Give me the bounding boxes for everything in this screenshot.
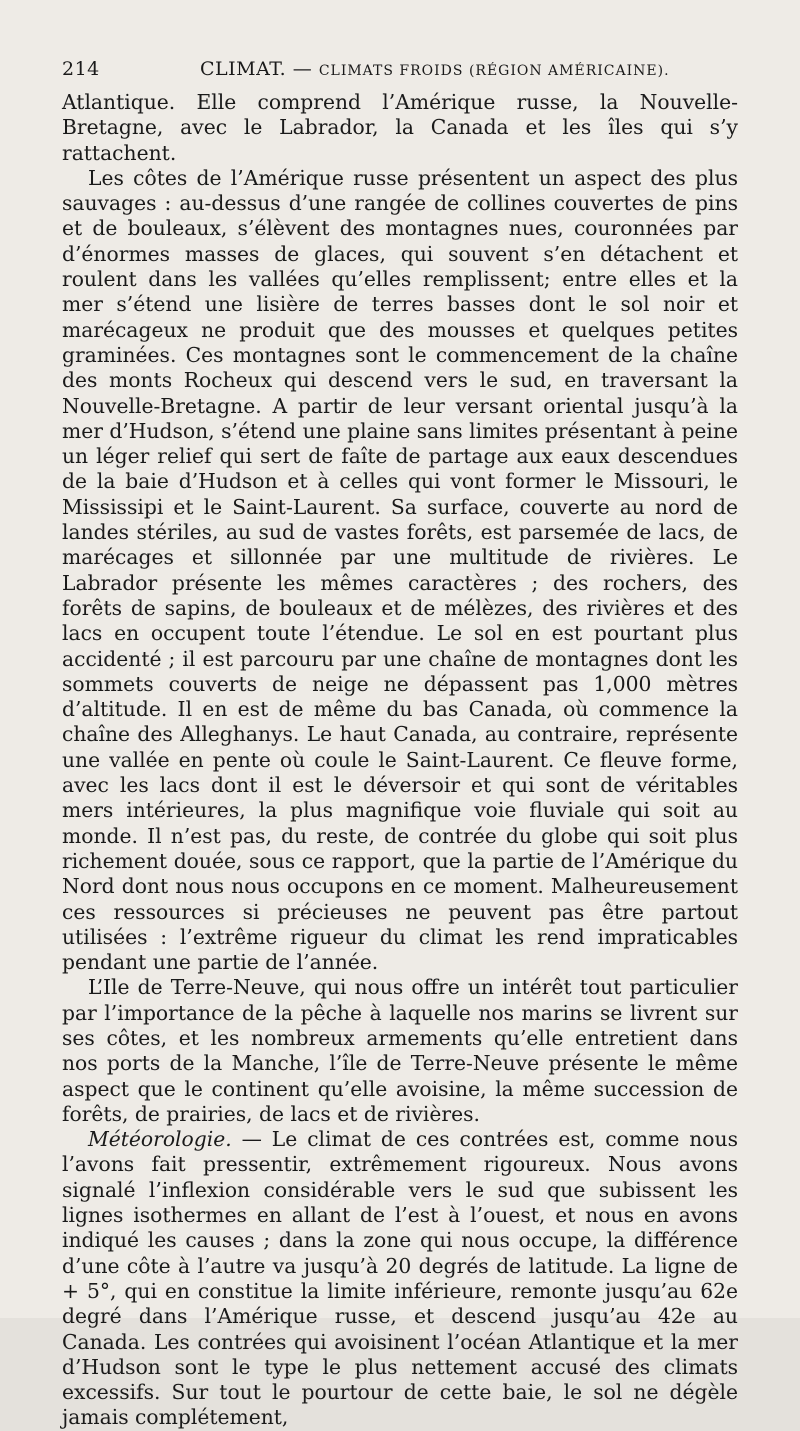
paragraph-amerique-russe: Les côtes de l’Amérique russe présentent un aspect des plus sauvages : au-dessus d’une rangée de collines couvertes de pins et de bouleaux, s’élèvent des montagnes nues, couronnées par d’énormes masses de glaces, qui souvent s’en détachent et roulent dans les vallées qu’elles remplissent; entre elles et la mer s’étend une lisière de terres basses dont le sol noir et marécageux ne produit que des mousses et quelques petites graminées. Ces montagnes sont le commencement de la chaîne des monts Rocheux qui descend vers le sud, en traversant la Nouvelle-Bretagne. A partir de leur versant oriental jusqu’à la mer d’Hudson, s’étend une plaine sans limites présentant à peine un léger relief qui sert de faîte de partage aux eaux descendues de la baie d’Hudson et à celles qui vont former le Missouri, le Mississipi et le Saint-Laurent. Sa surface, couverte au nord de landes stériles, au sud de vastes forêts, est parsemée de lacs, de marécages et sillonnée par une multitude de rivières. Le Labrador présente les mêmes caractères ; des rochers, des forêts de sapins, de bouleaux et de mélèzes, des rivières et des lacs en occupent toute l’étendue. Le sol en est pourtant plus accidenté ; il est parcouru par une chaîne de montagnes dont les sommets couverts de neige ne dépassent pas 1,000 mètres d’altitude. Il en est de même du bas Canada, où commence la chaîne des Alleghanys. Le haut Canada, au contraire, représente une vallée en pente où coule le Saint-Laurent. Ce fleuve forme, avec les lacs dont il est le déversoir et qui sont de véritables mers intérieures, la plus magnifique voie fluviale qui soit au monde. Il n’est pas, du reste, de contrée du globe qui soit plus richement douée, sous ce rapport, que la partie de l’Amérique du Nord dont nous nous occupons en ce moment. Malheureusement ces ressources si précieuses ne peuvent pas être partout utilisées : l’extrême rigueur du climat les rend impraticables pendant une partie de l’année.	[62, 165, 738, 975]
title-dash: —	[292, 58, 313, 80]
section-title-meteorologie: Météorologie.	[88, 1127, 232, 1152]
section-subtitle: CLIMATS FROIDS (RÉGION AMÉRICAINE).	[318, 63, 670, 79]
page-number: 214	[62, 58, 100, 80]
paragraph-meteorologie	[62, 1127, 738, 1431]
running-title	[200, 58, 670, 80]
meteorologie-text: — Le climat de ces contrées est, comme nous l’avons fait pressentir, extrêmement rigoureux. Nous avons signalé l’inflexion considérable vers le sud que subissent les lignes isothermes en allant de l’est à l’ouest, et nous en avons indiqué les causes ; dans la zone qui nous occupe, la différence d’une côte à l’autre va jusqu’à 20 degrés de latitude. La ligne de + 5°, qui en constitue la limite inférieure, remonte jusqu’au 62e degré dans l’Amérique russe, et descend jusqu’au 42e au Canada. Les contrées qui avoisinent l’océan Atlantique et la mer d’Hudson sont le type le plus nettement accusé des climats excessifs. Sur tout le pourtour de cette baie, le sol ne dégèle jamais complétement,	[62, 1127, 738, 1430]
paragraph-terre-neuve: L’Ile de Terre-Neuve, qui nous offre un intérêt tout particulier par l’importance de la pêche à laquelle nos marins se livrent sur ses côtes, et les nombreux armements qu’elle entretient dans nos ports de la Manche, l’île de Terre-Neuve présente le même aspect que le continent qu’elle avoisine, la même succession de forêts, de prairies, de lacs et de rivières.	[62, 975, 738, 1126]
running-head	[62, 58, 742, 88]
body-text	[62, 90, 738, 1431]
chapter-title: CLIMAT.	[200, 58, 287, 80]
paragraph-continuation: Atlantique. Elle comprend l’Amérique russe, la Nouvelle-Bretagne, avec le Labrador, la Canada et les îles qui s’y rattachent.	[62, 90, 738, 165]
